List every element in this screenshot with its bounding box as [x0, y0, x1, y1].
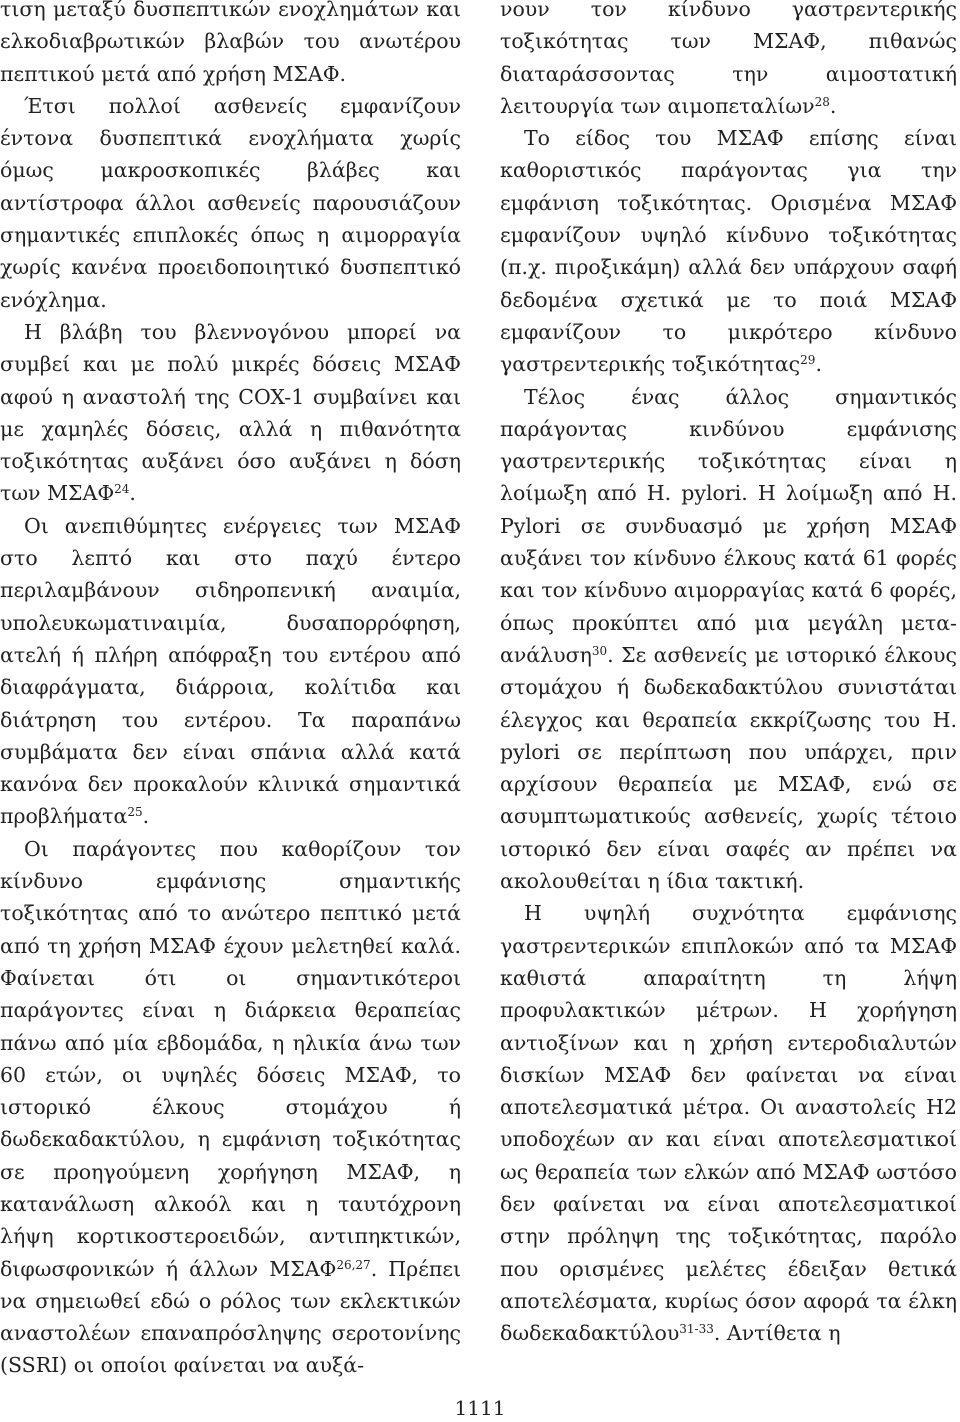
citation-ref: 26,27 [336, 1257, 371, 1272]
page-number: 1111 [454, 1396, 506, 1420]
paragraph-text: . Αντίθετα η [713, 1321, 841, 1346]
paragraph-text: Έτσι πολλοί ασθενείς εμφανίζουν έντονα δυσπεπτικά ενοχλήματα χωρίς όμως μακροσκοπικές βλάβες και αντίστροφα άλλοι ασθενείς παρουσιάζουν σημαντικές επιπλοκές όπως η αιμορραγία χωρίς κανένα προειδοποιητικό δυσπεπτικό ενόχλημα. [0, 93, 461, 312]
paragraph [500, 897, 957, 1349]
citation-ref: 28 [814, 94, 830, 109]
paragraph-text: . [142, 804, 150, 829]
paragraph [500, 122, 957, 380]
paragraph-text: . [129, 481, 136, 506]
paragraph-text: . Πρέπει να σημειωθεί εδώ ο ρόλος των εκλεκτικών αναστολέων επαναπρόσληψης σεροτονίνης (SSRI) οι οποίοι φαίνεται να αυξά- [0, 1256, 461, 1378]
right-column [500, 0, 957, 1349]
paragraph-text: τιση μεταξύ δυσπεπτικών ενοχλημάτων και ελκοδιαβρωτικών βλαβών του ανωτέρου πεπτικού μετά από χρήση ΜΣΑΦ. [0, 0, 461, 86]
paragraph-text: Οι παράγοντες που καθορίζουν τον κίνδυνο εμφάνισης σημαντικής τοξικότητας από το ανώτερο πεπτικό μετά από τη χρήση ΜΣΑΦ έχουν μελετηθεί καλά. Φαίνεται ότι οι σημαντικότεροι παράγοντες είναι η διάρκεια θεραπείας πάνω από μία εβδομάδα, η ηλικία άνω των 60 ετών, οι υψηλές δόσεις ΜΣΑΦ, το ιστορικό έλκους στομάχου ή δωδεκαδακτύλου, η εμφάνιση τοξικότητας σε προηγούμενη χορήγηση ΜΣΑΦ, η κατανάλωση αλκοόλ και η ταυτόχρονη λήψη κορτικοστεροειδών, αντιπηκτικών, διφωσφονικών ή άλλων ΜΣΑΦ [0, 836, 461, 1281]
paragraph [0, 316, 461, 510]
paragraph-text: Η υψηλή συχνότητα εμφάνισης γαστρεντερικών επιπλοκών από τα ΜΣΑΦ καθιστά απαραίτητη τη λήψη προφυλακτικών μέτρων. Η χορήγηση αντιοξίνων και η χρήση εντεροδιαλυτών δισκίων ΜΣΑΦ δεν φαίνεται να είναι αποτελεσματικά μέτρα. Οι αναστολείς Η2 υποδοχέων αν και είναι αποτελεσματικοί ως θεραπεία των ελκών από ΜΣΑΦ ωστόσο δεν φαίνεται να είναι αποτελεσματικοί στην πρόληψη της τοξικότητας, παρόλο που ορισμένες μελέτες έδειξαν θετικά αποτελέσματα, κυρίως όσον αφορά τα έλκη δωδεκαδακτύλου [500, 901, 957, 1346]
citation-ref: 29 [800, 353, 816, 368]
paragraph [500, 381, 957, 898]
citation-ref: 24 [114, 482, 130, 497]
paragraph-text: . Σε ασθενείς με ιστορικό έλκους στομάχου ή δωδεκαδακτύλου συνιστάται έλεγχος και θεραπεία εκκρίζωσης του H. pylori σε περίπτωση που υπάρχει, πριν αρχίσουν θεραπεία με ΜΣΑΦ, ενώ σε ασυμπτωματικούς ασθενείς, χωρίς τέτοιο ιστορικό δεν είναι σαφές αν πρέπει να ακολουθείται η ίδια τακτική. [500, 642, 957, 894]
paragraph-text: Τέλος ένας άλλος σημαντικός παράγοντας κινδύνου εμφάνισης γαστρεντερικής τοξικότητας είναι η λοίμωξη από H. pylori. Η λοίμωξη από H. Pylori σε συνδυασμό με χρήση ΜΣΑΦ αυξάνει τον κίνδυνο έλκους κατά 61 φορές και τον κίνδυνο αιμορραγίας κατά 6 φορές, όπως προκύπτει από μια μεγάλη μετα-ανάλυση [500, 384, 957, 667]
citation-ref: 31-33 [679, 1322, 714, 1337]
citation-ref: 30 [591, 643, 608, 658]
paragraph [0, 90, 461, 316]
paragraph-text: Οι ανεπιθύμητες ενέργειες των ΜΣΑΦ στο λεπτό και στο παχύ έντερο περιλαμβάνουν σιδηροπενική αναιμία, υπολευκωματιναιμία, δυσαπορρόφηση, ατελή ή πλήρη απόφραξη του εντέρου από διαφράγματα, διάρροια, κολίτιδα και διάτρηση του εντέρου. Τα παραπάνω συμβάματα δεν είναι σπάνια αλλά κατά κανόνα δεν προκαλούν κλινικά σημαντικά προβλήματα [0, 513, 461, 829]
paragraph [0, 833, 461, 1382]
paragraph [0, 0, 461, 90]
left-column [0, 0, 461, 1382]
paragraph-text: Η βλάβη του βλεννογόνου μπορεί να συμβεί και με πολύ μικρές δόσεις ΜΣΑΦ αφού η αναστολή της COX-1 συμβαίνει και με χαμηλές δόσεις, αλλά η πιθανότητα τοξικότητας αυξάνει όσο αυξάνει η δόση των ΜΣΑΦ [0, 319, 461, 506]
paragraph-text: . [829, 93, 837, 118]
paragraph-text: νουν τον κίνδυνο γαστρεντερικής τοξικότητας των ΜΣΑΦ, πιθανώς διαταράσσοντας την αιμοστατική λειτουργία των αιμοπεταλίων [500, 0, 957, 118]
citation-ref: 25 [127, 805, 143, 820]
paragraph-text: . [815, 352, 822, 377]
paragraph [500, 0, 957, 122]
paragraph [0, 510, 461, 833]
paragraph-text: Το είδος του ΜΣΑΦ επίσης είναι καθοριστικός παράγοντας για την εμφάνιση τοξικότητας. Ορισμένα ΜΣΑΦ εμφανίζουν υψηλό κίνδυνο τοξικότητας (π.χ. πιροξικάμη) αλλά δεν υπάρχουν σαφή δεδομένα σχετικά με το ποιά ΜΣΑΦ εμφανίζουν το μικρότερο κίνδυνο γαστρεντερικής τοξικότητας [500, 126, 957, 377]
